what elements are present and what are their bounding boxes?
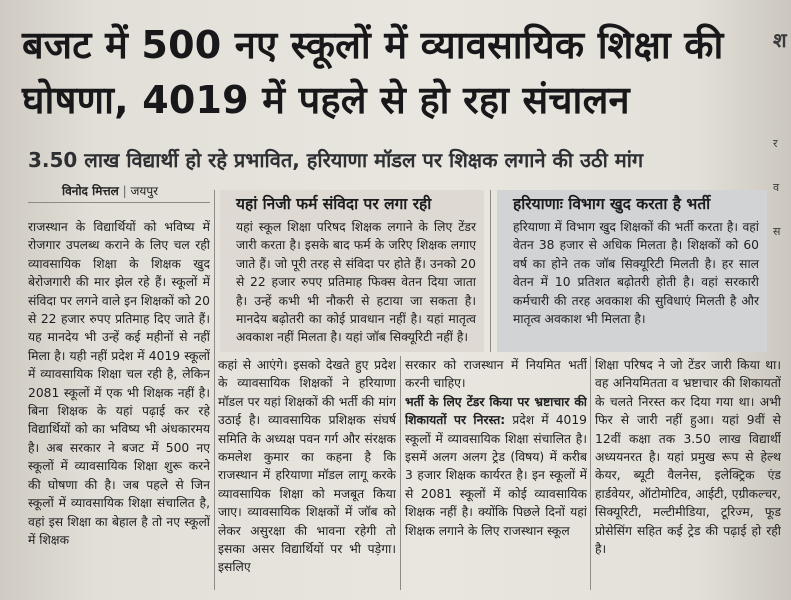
article-column-2: [218, 356, 396, 590]
article-text-col4: शिक्षा परिषद ने जो टेंडर जारी किया था। वह अनियमितता व भ्रष्टाचार की शिकायतों के चलते निरस्त कर दिया गया था। अभी फिर से जारी नहीं हुआ। यहां 9वीं से 12वीं कक्षा तक 3.50 लाख विद्यार्थी अध्ययनरत है। यहां प्रमुख रूप से हेल्थ केयर, ब्यूटी वैलनेस, इलेक्ट्रिक एंड हार्डवेयर, ऑटोमोटिव, आईटी, एग्रीकल्चर, सिक्यूरिटी, मल्टीमीडिया, टूरिज्म, फूड प्रोसेसिंग सहित कई ट्रेड की पढ़ाई हो रही है।: [595, 358, 781, 557]
byline-location: जयपुर: [130, 184, 159, 198]
article-column-4: [595, 356, 781, 590]
byline: [62, 182, 158, 199]
subsection-lead: भर्ती के लिए टेंडर किया पर भ्रष्टाचार की शिकायतों पर निरस्त:: [405, 394, 587, 428]
article-text-col3-intro: सरकार को राजस्थान में नियमित भर्ती करनी चाहिए।: [405, 358, 587, 391]
edge-fragment: व: [773, 181, 780, 194]
adjacent-article-edge: [773, 0, 791, 600]
sidebar-private-firms: [220, 190, 484, 352]
article-text-col1: राजस्थान के विद्यार्थियों को भविष्य में रोजगार उपलब्ध कराने के लिए चल रही व्यावसायिक शिक्षा के शिक्षक खुद बेरोजगारी की मार झेल रहे हैं। स्कूलों में संविदा पर लगने वाले इन शिक्षकों को 20 से 22 हजार रुपए प्रतिमाह दिए जाते हैं। यह मानदेय भी उन्हें कई महीनों से नहीं मिला है। यही नहीं प्रदेश में 4019 स्कूलों में व्यावसायिक शिक्षा चल रही है, लेकिन 2081 स्कूलों में एक भी शिक्षक नहीं है। बिना शिक्षक के यहां पढ़ाई कर रहे विद्यार्थियों को का भविष्य भी अंधकारमय है। अब सरकार ने बजट में 500 नए स्कूलों में व्यावसायिक शिक्षा शुरू करने की घोषणा की है। जब पहले से जिन स्कूलों में व्यावसायिक शिक्षा संचालित है, वहां इस शिक्षा का बेहाल है तो नए स्कूलों में शिक्षक: [28, 220, 210, 547]
byline-separator: |: [122, 184, 131, 198]
sidebar1-title: यहां निजी फर्म संविदा पर लगा रही: [236, 195, 432, 213]
article-column-1: [28, 218, 210, 590]
article-text-col3: [405, 356, 587, 540]
article-column-3: [405, 356, 587, 590]
column-rule-1: [214, 190, 215, 590]
sidebar2-title: हरियाणाः विभाग खुद करता है भर्ती: [513, 195, 711, 213]
byline-rule: [28, 202, 210, 203]
sidebar1-text: यहां स्कूल शिक्षा परिषद शिक्षक लगाने के लिए टेंडर जारी करता है। इसके बाद फर्म के जरिए शिक्षक लगाए जाते हैं। जो पूरी तरह से संविदा पर होते हैं। उनको 20 से 22 हजार रुपए प्रतिमाह फिक्स वेतन दिया जाता है। उन्हें कभी भी नौकरी से हटाया जा सकता है। मानदेय बढ़ोतरी का कोई प्रावधान नहीं है। यहां मातृत्व अवकाश नहीं मिलता है। यहां जॉब सिक्यूरिटी नहीं है।: [236, 220, 476, 345]
sidebar-haryana: [497, 190, 767, 352]
article-text-col2: कहां से आएंगे। इसको देखते हुए प्रदेश के व्यावसायिक शिक्षकों ने हरियाणा मॉडल पर यहां शिक्षकों की भर्ती की मांग उठाई है। व्यावसायिक प्रशिक्षक संघर्ष समिति के अध्यक्ष पवन गर्ग और संरक्षक कमलेश कुमार का कहना है कि राजस्थान में हरियाणा मॉडल लागू करके व्यावसायिक शिक्षा को मजबूत किया जाए। व्यावसायिक शिक्षकों में जॉब को लेकर असुरक्षा की भावना रहेगी तो इसका असर विद्यार्थियों पर भी पड़ेगा। इसलिए: [218, 358, 396, 575]
edge-fragment: श: [773, 28, 787, 52]
column-rule-3: [400, 356, 401, 590]
edge-fragment: स: [773, 225, 781, 238]
column-rule-2: [490, 190, 491, 352]
sidebar2-text: हरियाणा में विभाग खुद शिक्षकों की भर्ती करता है। वहां वेतन 38 हजार से अधिक मिलता है। शिक्षकों को 60 वर्ष का होने तक जॉब सिक्यूरिटी मिलती है। हर साल वेतन में 10 प्रतिशत बढ़ोतरी होती है। वहां सरकारी कर्मचारी की तरह अवकाश की सुविधाएं मिलती है और मातृत्व अवकाश भी मिलता है।: [513, 220, 759, 327]
article-text-col3-body: प्रदेश में 4019 स्कूलों में व्यावसायिक शिक्षा संचालित है। इसमें अलग अलग ट्रेड (विषय) में करीब 3 हजार शिक्षक कार्यरत है। इन स्कूलों में से 2081 स्कूलों में कोई व्यावसायिक शिक्षक नहीं है। क्योंकि पिछले दिनों यहां शिक्षक लगाने के लिए राजस्थान स्कूल: [405, 413, 587, 538]
byline-author: विनोद मित्तल: [62, 184, 119, 198]
edge-fragment: र: [773, 137, 778, 150]
headline: बजट में 500 नए स्कूलों में व्यावसायिक शिक्षा की घोषणा, 4019 में पहले से हो रहा संचालन: [22, 23, 724, 122]
subheadline: 3.50 लाख विद्यार्थी हो रहे प्रभावित, हरियाणा मॉडल पर शिक्षक लगाने की उठी मांग: [28, 148, 644, 172]
column-rule-4: [590, 356, 591, 590]
